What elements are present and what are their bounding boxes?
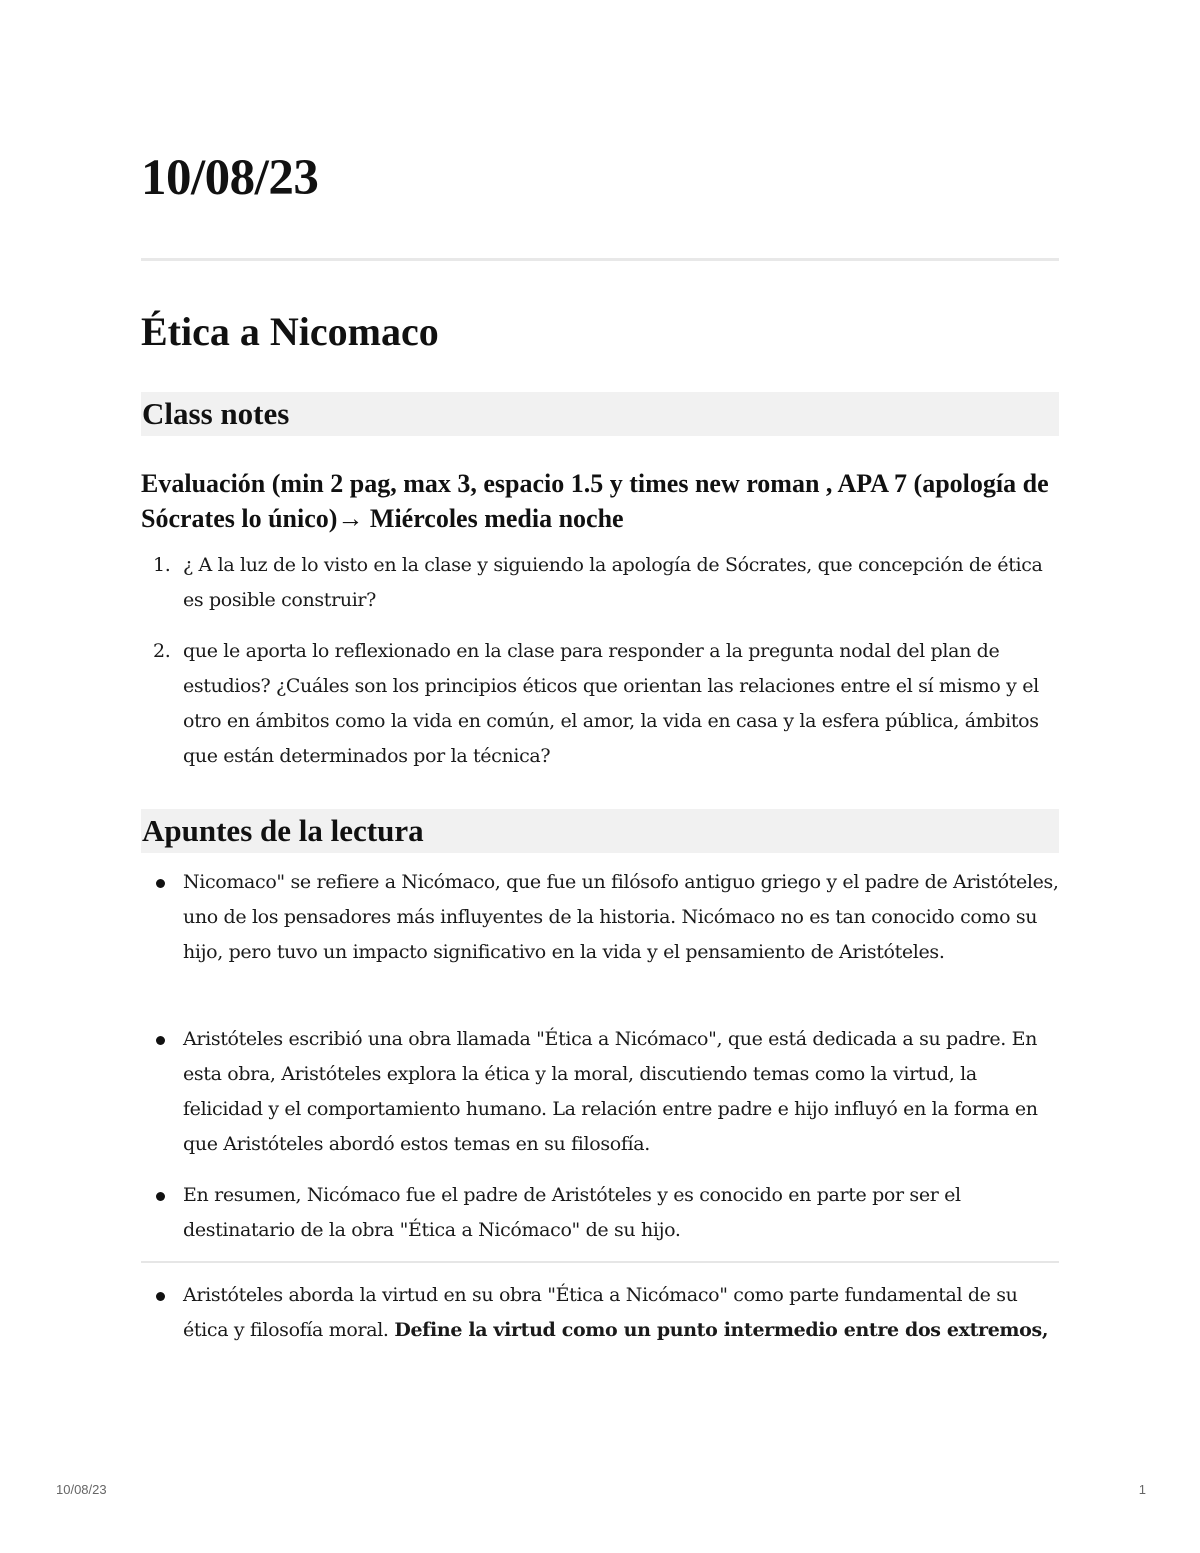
page-title: 10/08/23 (141, 150, 319, 206)
list-item-text: ¿ A la luz de lo visto en la clase y siguiendo la apología de Sócrates, que concepción de ética es posible construir? (183, 554, 1043, 611)
bullet-icon (156, 1036, 165, 1045)
list-number: 1. (153, 554, 171, 576)
footer-page-number: 1 (1138, 1482, 1146, 1497)
title-divider (141, 258, 1059, 261)
class-notes-heading-bar (141, 392, 1059, 436)
list-item-text: En resumen, Nicómaco fue el padre de Aristóteles y es conocido en parte por ser el destinatario de la obra "Ética a Nicómaco" de su hijo. (183, 1184, 961, 1241)
bullet-icon (156, 879, 165, 888)
list-item-text (183, 1278, 1059, 1348)
evaluation-subheading: Evaluación (min 2 pag, max 3, espacio 1.5 y times new roman , APA 7 (apología de Sócrates lo único)→ Miércoles media noche (141, 469, 1049, 533)
reading-notes-heading: Apuntes de la lectura (142, 813, 424, 848)
list-item-text: que le aporta lo reflexionado en la clase para responder a la pregunta nodal del plan de estudios? ¿Cuáles son los principios éticos que orientan las relaciones entre el sí mismo y el otro en ámbitos como la vida en común, el amor, la vida en casa y la esfera pública, ámbitos que están determinados por la técnica? (183, 640, 1039, 767)
bullet-icon (156, 1292, 165, 1301)
bullet-icon (156, 1192, 165, 1201)
class-notes-heading: Class notes (142, 396, 290, 431)
main-heading: Ética a Nicomaco (141, 309, 439, 354)
list-number: 2. (153, 640, 171, 662)
list-item-plain-text: Aristóteles aborda la virtud en su obra "Ética a Nicómaco" como parte fundamental de su ética y filosofía moral. (183, 1284, 1018, 1341)
footer-date: 10/08/23 (56, 1482, 107, 1497)
list-item-bold-text: Define la virtud como un punto intermedio entre dos extremos, (394, 1319, 1049, 1341)
list-item-text: Nicomaco" se refiere a Nicómaco, que fue un filósofo antiguo griego y el padre de Aristóteles, uno de los pensadores más influyentes de la historia. Nicómaco no es tan conocido como su hijo, pero tuvo un impacto significativo en la vida y el pensamiento de Aristóteles. (183, 871, 1059, 963)
list-item-text: Aristóteles escribió una obra llamada "Ética a Nicómaco", que está dedicada a su padre. En esta obra, Aristóteles explora la ética y la moral, discutiendo temas como la virtud, la felicidad y el comportamiento humano. La relación entre padre e hijo influyó en la forma en que Aristóteles abordó estos temas en su filosofía. (183, 1028, 1038, 1155)
section-divider (141, 1261, 1059, 1263)
reading-notes-heading-bar (141, 809, 1059, 853)
